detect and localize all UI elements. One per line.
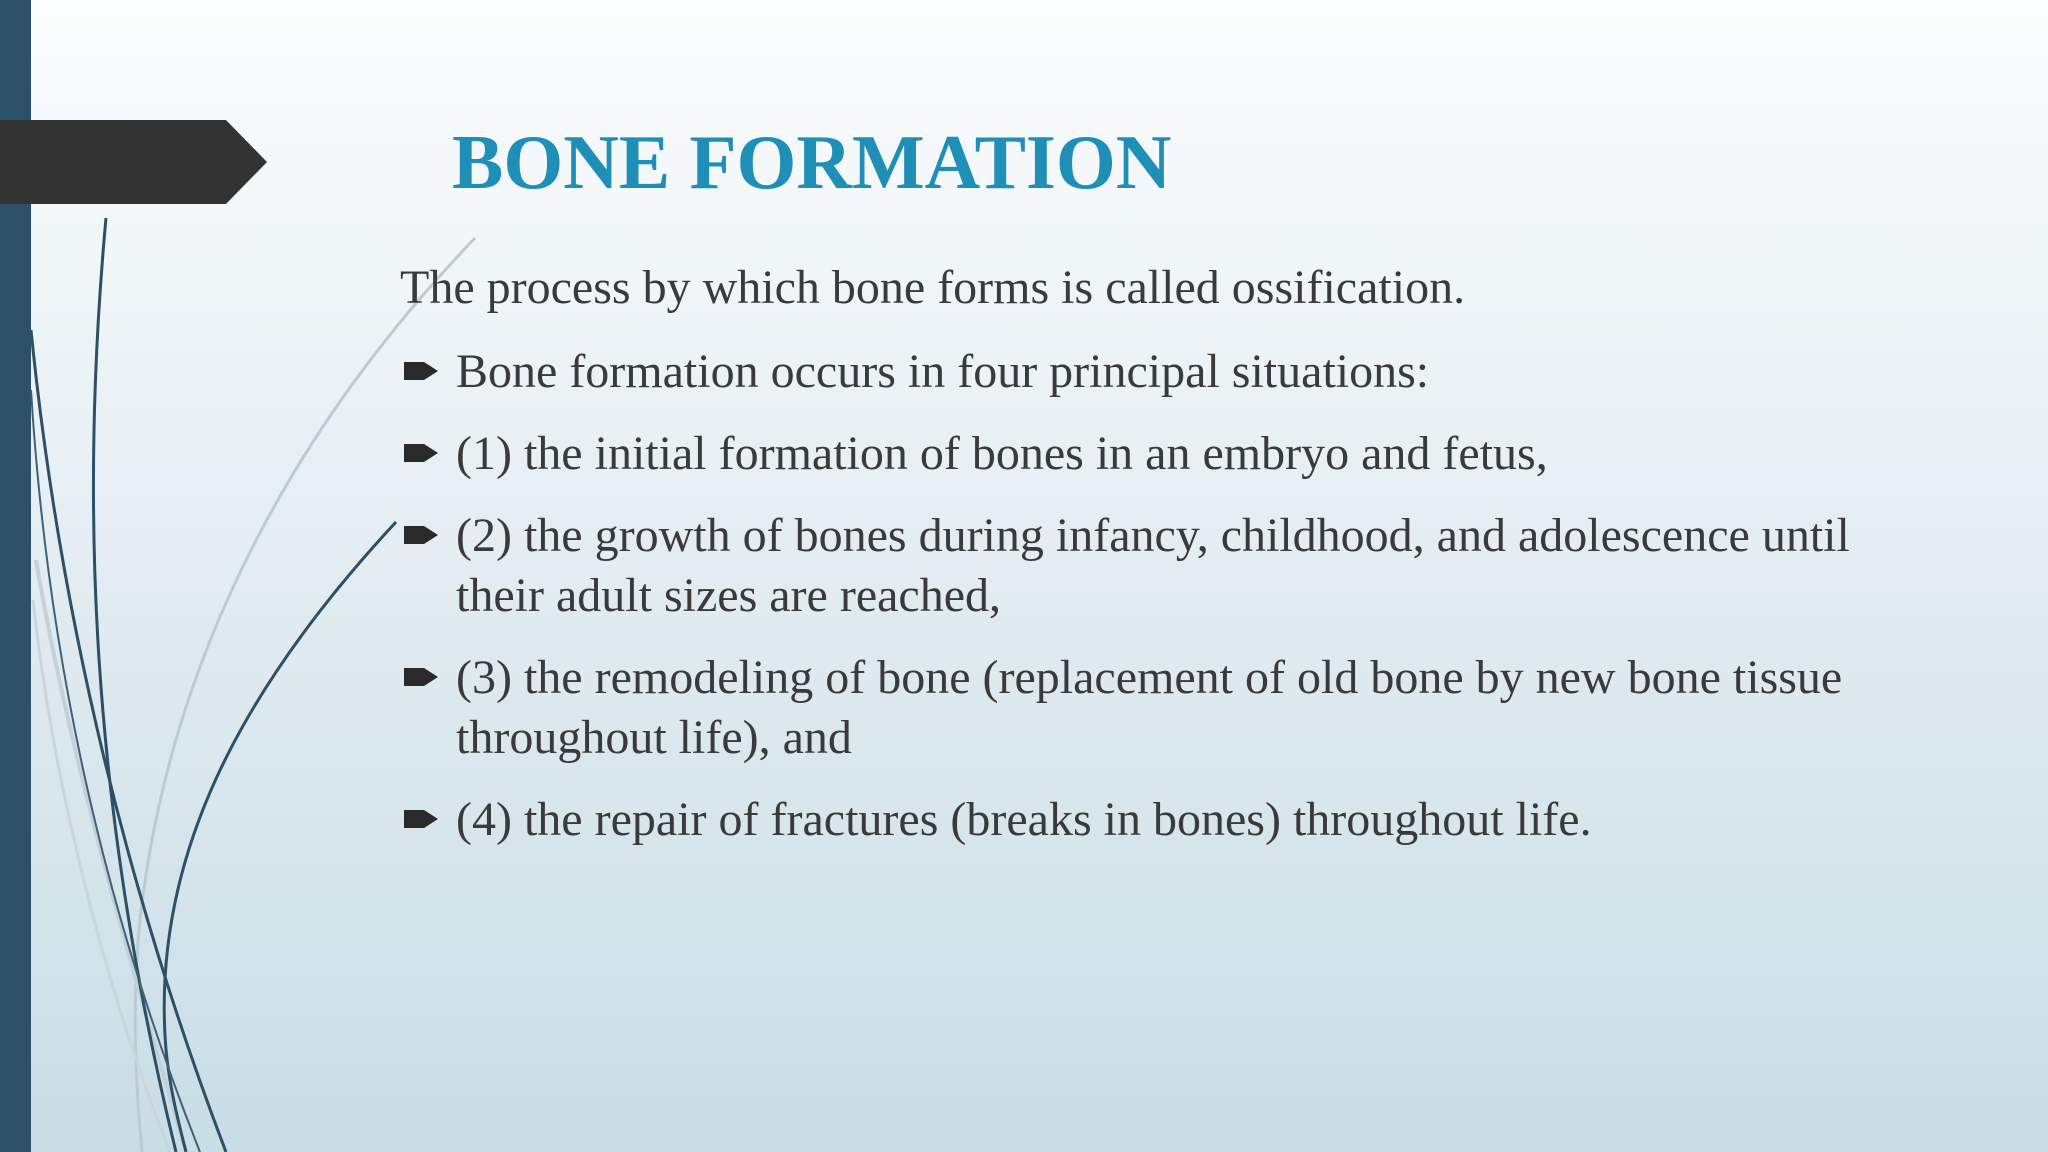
bullet-item xyxy=(400,648,1900,768)
arrow-right-icon xyxy=(402,807,440,831)
intro-text: The process by which bone forms is called ossification. xyxy=(400,261,1466,314)
bullet-item xyxy=(400,342,1900,402)
arrow-right-icon xyxy=(402,665,440,689)
title-tab-shape xyxy=(0,120,267,204)
bullet-text: Bone formation occurs in four principal situations: xyxy=(456,345,1430,398)
bullet-list xyxy=(400,342,1900,872)
bullet-text: (2) the growth of bones during infancy, childhood, and adolescence until their adult sizes are reached, xyxy=(456,509,1850,622)
bullet-text: (1) the initial formation of bones in an embryo and fetus, xyxy=(456,427,1548,480)
arrow-right-icon xyxy=(402,523,440,547)
bullet-text: (3) the remodeling of bone (replacement of old bone by new bone tissue throughout life), and xyxy=(456,651,1843,764)
bullet-item xyxy=(400,790,1900,850)
bullet-item xyxy=(400,424,1900,484)
arrow-right-icon xyxy=(402,441,440,465)
slide-title: BONE FORMATION xyxy=(452,119,1172,205)
bullet-text: (4) the repair of fractures (breaks in bones) throughout life. xyxy=(456,793,1592,846)
bullet-item xyxy=(400,506,1900,626)
arrow-right-icon xyxy=(402,359,440,383)
